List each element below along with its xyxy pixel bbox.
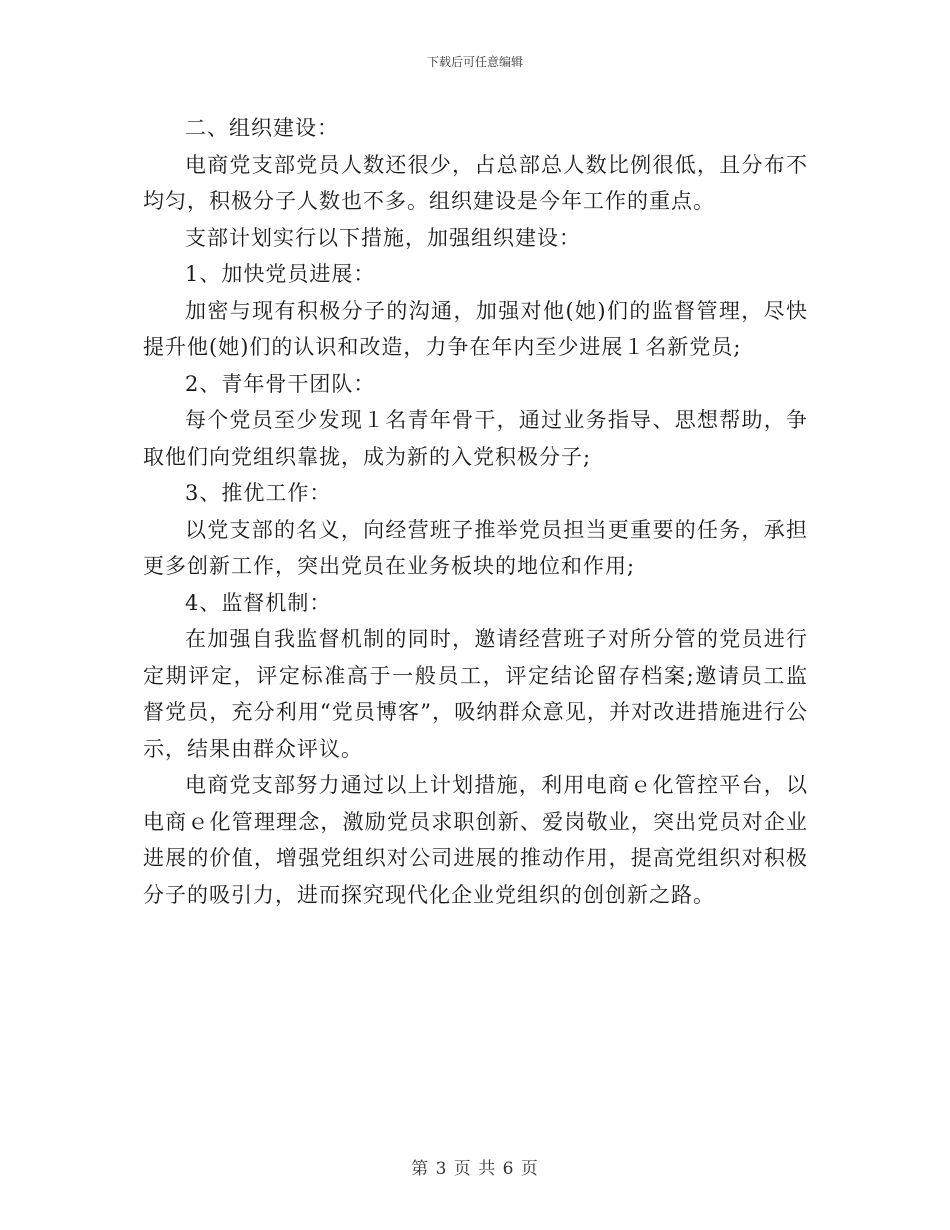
paragraph: 电商党支部努力通过以上计划措施，利用电商ｅ化管控平台，以电商ｅ化管理理念，激励党员求职创新、爱岗敬业，突出党员对企业进展的价值，增强党组织对公司进展的推动作用，提高党组织对积极分子的吸引力，进而探究现代化企业党组织的创创新之路。 — [143, 773, 808, 907]
page-footer: 第 3 页 共 6 页 — [411, 1159, 539, 1179]
paragraph: 在加强自我监督机制的同时，邀请经营班子对所分管的党员进行定期评定，评定标准高于一般员工，评定结论留存档案;邀请员工监督党员，充分利用“党员博客”，吸纳群众意见，并对改进措施进行公示，结果由群众评议。 — [143, 627, 808, 761]
paragraph: 支部计划实行以下措施，加强组织建设： — [185, 225, 581, 250]
paragraph: 以党支部的名义，向经营班子推举党员担当更重要的任务，承担更多创新工作，突出党员在业务板块的地位和作用; — [143, 517, 808, 578]
item-heading: 4、监督机制： — [185, 590, 332, 615]
paragraph: 电商党支部党员人数还很少，占总部总人数比例很低，且分布不均匀，积极分子人数也不多。组织建设是今年工作的重点。 — [143, 152, 808, 213]
paragraph: 加密与现有积极分子的沟通，加强对他(她)们的监督管理，尽快提升他(她)们的认识和改造，力争在年内至少进展１名新党员; — [143, 298, 808, 359]
item-heading: 2、青年骨干团队： — [185, 371, 376, 396]
section-heading: 二、组织建设： — [185, 116, 339, 140]
document-body — [143, 110, 808, 913]
paragraph: 每个党员至少发现１名青年骨干，通过业务指导、思想帮助，争取他们向党组织靠拢，成为新的入党积极分子; — [143, 408, 808, 469]
item-heading: 3、推优工作： — [185, 481, 332, 505]
item-heading: 1、加快党员进展： — [185, 262, 376, 286]
page-header: 下载后可任意编辑 — [426, 55, 523, 69]
